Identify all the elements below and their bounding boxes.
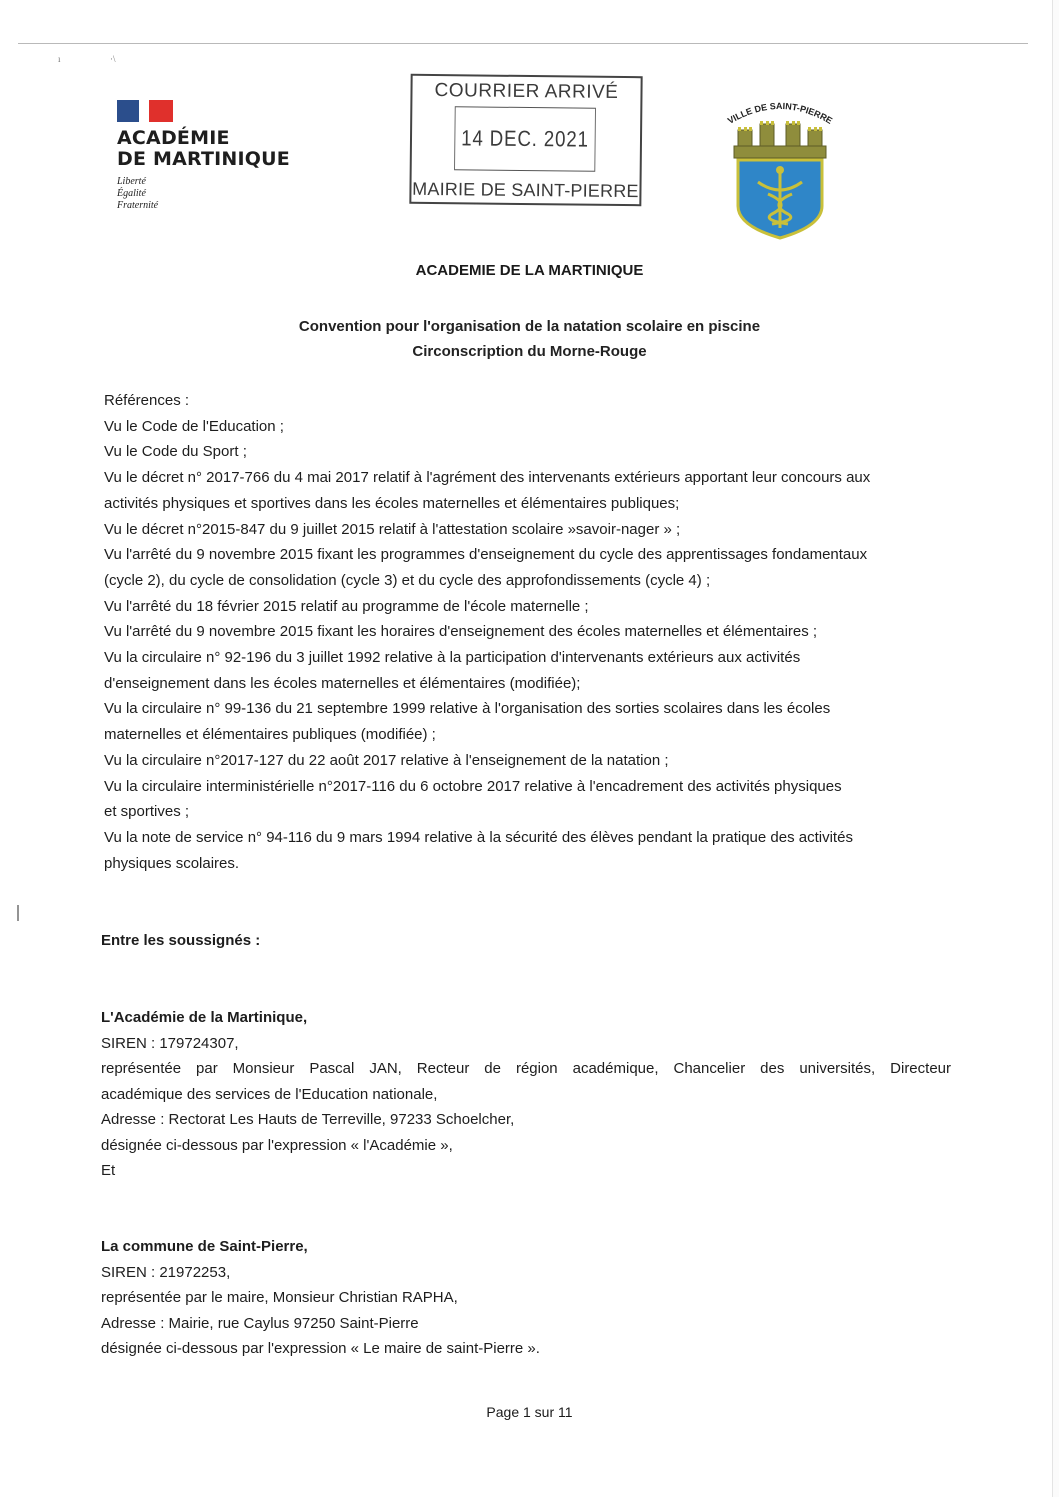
reference-line: Vu l'arrêté du 9 novembre 2015 fixant les programmes d'enseignement du cycle des apprentissages fondamentaux [104,546,868,564]
party-commune-representative: représentée par le maire, Monsieur Christian RAPHA, [101,1289,458,1306]
stamp-date: 14 DEC. 2021 [454,106,596,171]
reference-line: Vu l'arrêté du 9 novembre 2015 fixant les horaires d'enseignement des écoles maternelles et élémentaires ; [104,623,818,641]
party-academy-representative: représentée par Monsieur Pascal JAN, Recteur de région académique, Chancelier des universités, Directeur [101,1060,951,1077]
reference-line: et sportives ; [104,803,190,821]
document-title: ACADEMIE DE LA MARTINIQUE [415,262,644,279]
party-commune-address: Adresse : Mairie, rue Caylus 97250 Saint-Pierre [101,1314,419,1332]
party-commune [101,1234,951,1362]
reference-line: Vu le Code de l'Education ; [104,417,284,435]
reference-line: activités physiques et sportives dans les écoles maternelles et élémentaires publiques; [104,494,680,512]
reception-stamp [409,74,642,206]
academy-name: ACADÉMIE DE MARTINIQUE [117,127,290,170]
party-academy-address: Adresse : Rectorat Les Hauts de Terreville, 97233 Schoelcher, [101,1111,515,1128]
reference-line: d'enseignement dans les écoles maternelles et élémentaires (modifiée); [104,674,581,692]
reference-line: (cycle 2), du cycle de consolidation (cycle 3) et du cycle des approfondissements (cycle 4) ; [104,571,711,589]
reference-line: Vu le Code du Sport ; [104,443,247,461]
party-academy-siren: SIREN : 179724307, [101,1034,239,1052]
references-list [104,388,944,876]
party-commune-designation: désignée ci-dessous par l'expression « Le maire de saint-Pierre ». [101,1340,540,1357]
reference-line: maternelles et élémentaires publiques (modifiée) ; [104,726,436,744]
scan-page-edge [1052,0,1059,1497]
scan-note: ı [58,54,61,64]
reference-line: Vu l'arrêté du 18 février 2015 relatif au programme de l'école maternelle ; [104,597,589,615]
marianne-flag-icon [117,100,173,122]
references-heading: Références : [104,392,190,409]
party-academy [101,1005,951,1158]
party-commune-siren: SIREN : 21972253, [101,1263,231,1281]
document-subtitle: Convention pour l'organisation de la natation scolaire en piscine Circonscription du Morne-Rouge [298,318,761,360]
svg-text:VILLE DE SAINT-PIERRE: VILLE DE SAINT-PIERRE [725,100,835,126]
scan-artifact-mark [17,905,19,921]
party-academy-name: L'Académie de la Martinique, [101,1009,308,1026]
reference-line: physiques scolaires. [104,854,240,872]
page-number: Page 1 sur 11 [486,1404,573,1420]
saint-pierre-coat-of-arms-icon [718,94,842,240]
reference-line: Vu le décret n° 2017-766 du 4 mai 2017 relatif à l'agrément des intervenants extérieurs apportant leur concours aux [104,469,871,487]
conjunction-et: Et [101,1162,116,1179]
reference-line: Vu la circulaire interministérielle n°2017-116 du 6 octobre 2017 relative à l'encadrement des activités physiques [104,777,842,795]
reference-line: Vu la circulaire n° 99-136 du 21 septembre 1999 relative à l'organisation des sorties scolaires dans les écoles [104,700,831,718]
academy-logo [117,100,290,212]
reference-line: Vu la circulaire n°2017-127 du 22 août 2017 relative à l'enseignement de la natation ; [104,751,669,769]
reference-line: Vu la note de service n° 94-116 du 9 mars 1994 relative à la sécurité des élèves pendant la pratique des activités [104,828,853,846]
party-academy-representative-cont: académique des services de l'Education nationale, [101,1085,438,1103]
parties-heading: Entre les soussignés : [101,932,261,949]
reference-line: Vu la circulaire n° 92-196 du 3 juillet 1992 relative à la participation d'intervenants extérieurs aux activités [104,649,801,667]
stamp-heading: COURRIER ARRIVÉ [434,80,619,103]
scan-artifact-line [18,43,1028,44]
party-commune-name: La commune de Saint-Pierre, [101,1238,308,1255]
stamp-mairie: MAIRIE DE SAINT-PIERRE [412,178,639,202]
scan-note: ·\ [110,54,116,64]
reference-line: Vu le décret n°2015-847 du 9 juillet 2015 relatif à l'attestation scolaire »savoir-nager » ; [104,520,681,538]
party-academy-designation: désignée ci-dessous par l'expression « l'Académie », [101,1136,453,1154]
republic-motto: Liberté Égalité Fraternité [117,176,159,211]
